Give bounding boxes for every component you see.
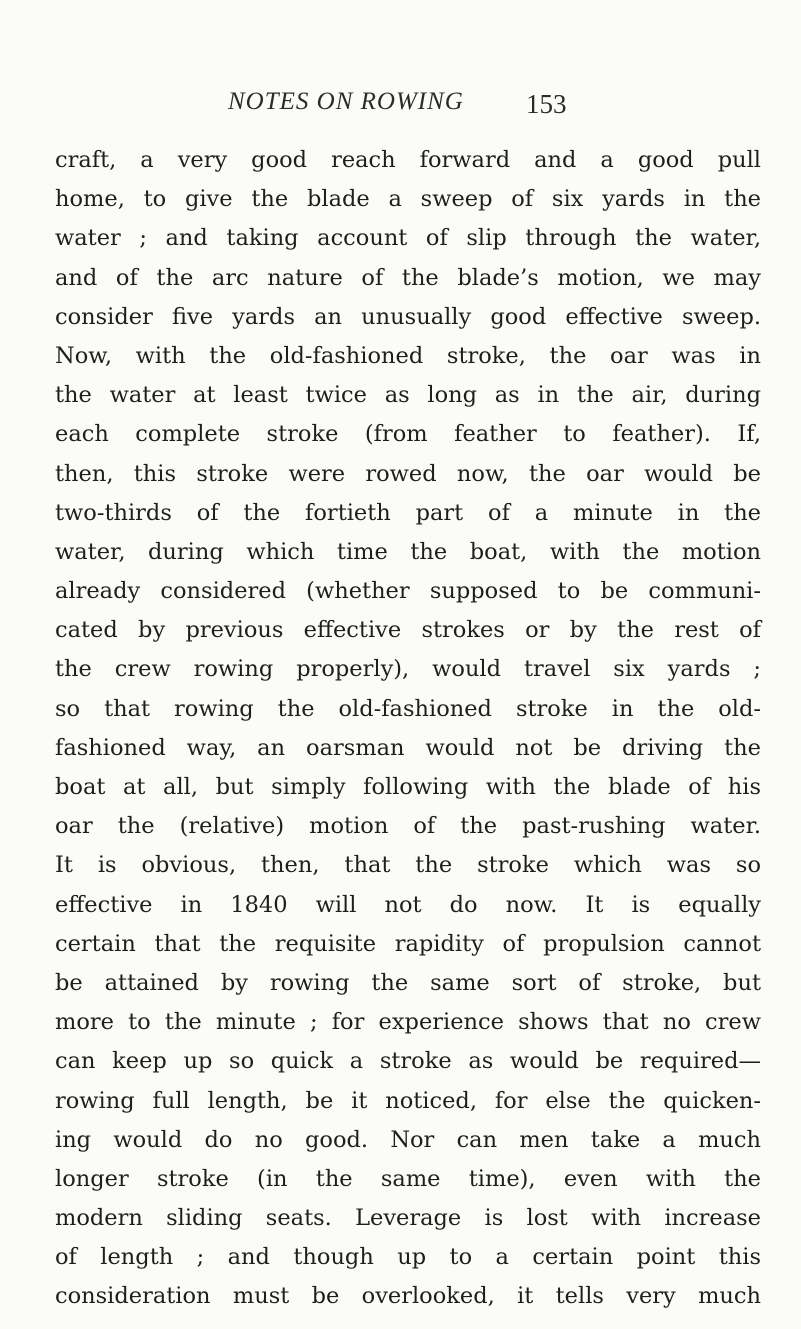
body-text — [55, 141, 761, 1317]
text-line: fashioned way, an oarsman would not be driving the — [55, 734, 761, 761]
page-number: 153 — [526, 89, 567, 119]
text-line: and of the arc nature of the blade’s motion, we may — [55, 264, 761, 291]
text-line: ing would do no good. Nor can men take a much — [55, 1126, 761, 1153]
text-line: water ; and taking account of slip through the water, — [55, 225, 761, 252]
text-line: craft, a very good reach forward and a good pull — [55, 147, 761, 173]
text-line: consider five yards an unusually good effective sweep. — [55, 303, 761, 330]
text-line: modern sliding seats. Leverage is lost with increase — [55, 1205, 761, 1232]
text-line: water, during which time the boat, with the motion — [55, 538, 761, 565]
text-line: then, this stroke were rowed now, the oar would be — [55, 460, 761, 487]
text-line: more to the minute ; for experience shows that no crew — [55, 1009, 761, 1036]
text-line: be attained by rowing the same sort of stroke, but — [55, 969, 761, 996]
text-line: home, to give the blade a sweep of six yards in the — [55, 186, 761, 213]
running-head — [0, 88, 801, 118]
text-line: the crew rowing properly), would travel six yards ; — [55, 656, 761, 683]
text-line: so that rowing the old-fashioned stroke in the old- — [55, 695, 761, 722]
text-line: already considered (whether supposed to be communi- — [55, 578, 761, 605]
text-line: each complete stroke (from feather to feather). If, — [55, 421, 761, 448]
text-line: cated by previous effective strokes or by the rest of — [55, 617, 761, 644]
text-line: rowing full length, be it noticed, for else the quicken- — [55, 1087, 761, 1114]
text-line: can keep up so quick a stroke as would be required— — [55, 1048, 761, 1075]
text-line: the water at least twice as long as in the air, during — [55, 382, 761, 409]
text-line: consideration must be overlooked, it tells very much — [55, 1283, 761, 1310]
text-line: It is obvious, then, that the stroke which was so — [55, 852, 761, 879]
text-line: two-thirds of the fortieth part of a minute in the — [55, 499, 761, 526]
text-line: longer stroke (in the same time), even with the — [55, 1165, 761, 1192]
running-head-title: NOTES ON ROWING — [228, 88, 464, 115]
text-line: oar the (relative) motion of the past-rushing water. — [55, 813, 761, 840]
text-line: boat at all, but simply following with the blade of his — [55, 774, 761, 800]
text-line: certain that the requisite rapidity of propulsion cannot — [55, 930, 761, 957]
text-line: effective in 1840 will not do now. It is equally — [55, 891, 761, 918]
text-line: of length ; and though up to a certain point this — [55, 1244, 761, 1271]
text-line: Now, with the old-fashioned stroke, the oar was in — [55, 342, 761, 369]
